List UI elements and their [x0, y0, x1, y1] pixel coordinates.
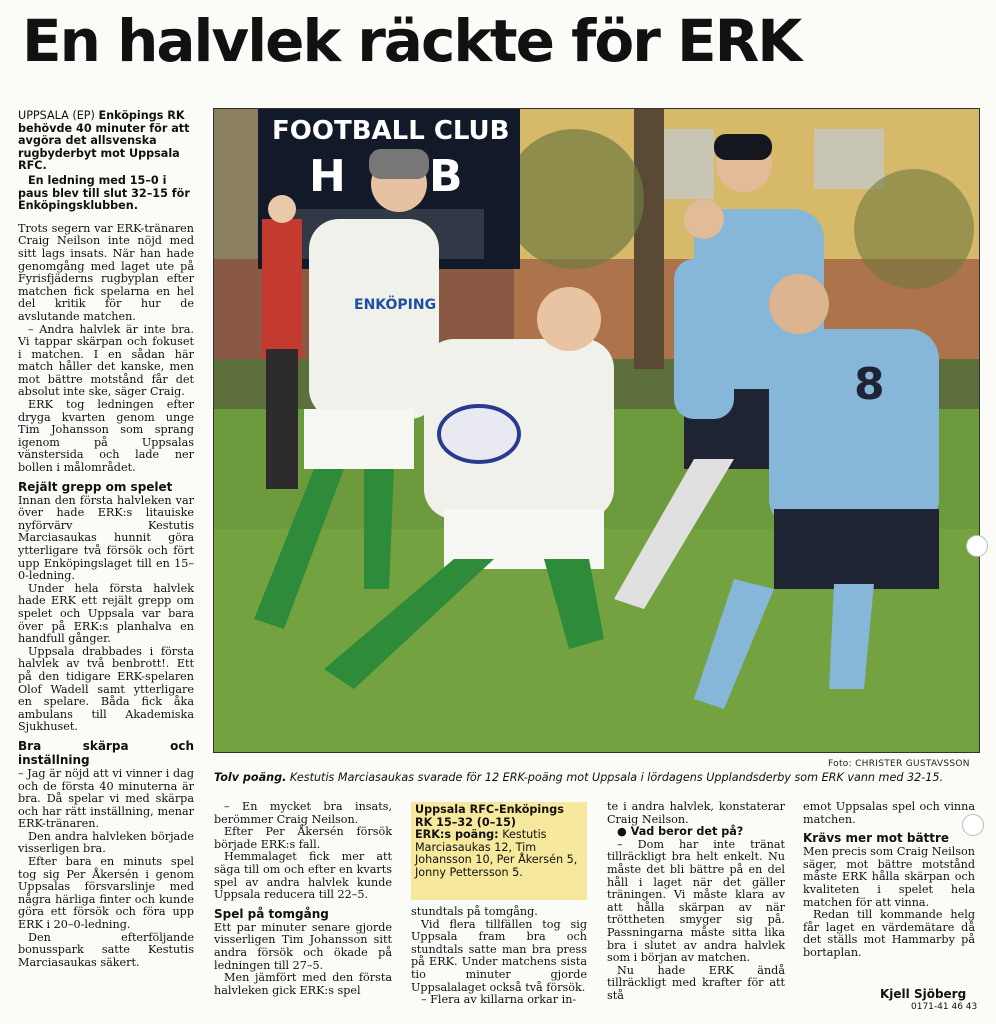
paragraph: Den andra halvleken började visserligen bra.: [18, 829, 194, 856]
tree-trunk: [634, 109, 664, 369]
paragraph: Men jämfört med den första halvleken gick ERK:s spel: [214, 971, 392, 997]
factbox-title: Uppsala RFC-Enköpings RK 15–32 (0–15): [415, 803, 564, 829]
article-column-4: [607, 801, 785, 1003]
question-heading: ● Vad beror det på?: [617, 825, 744, 839]
scoreboard-b: B: [429, 151, 463, 202]
paragraph: Vid flera tillfällen tog sig Uppsala fram bra och stundtals satte man bra press på ERK. Under matchens sista tio minuter gjorde Uppsalalaget också två försök.: [411, 917, 587, 994]
result-factbox: [411, 802, 587, 900]
factbox-body: [415, 829, 583, 879]
paragraph: Under hela första halvlek hade ERK ett rejält grepp om spelet och Uppsala var bara över på ERK:s planhalva en handfull gånger.: [18, 581, 194, 646]
binder-hole: [966, 535, 988, 557]
player-white-left: [309, 219, 439, 419]
subheading: Spel på tomgång: [214, 906, 329, 921]
rugby-photo: [213, 108, 980, 753]
caption-lead: Tolv poäng.: [214, 771, 287, 784]
paragraph: Men precis som Craig Neilson säger, mot bättre motstånd måste ERK hålla skärpan och kvaliteten i spelet hela matchen för att vinna.: [803, 845, 975, 909]
article-column-2: [214, 801, 392, 997]
paragraph: Efter bara en minuts spel tog sig Per Åkersén i genom Uppsalas försvarslinje med några härliga finter och kunde göra ett försök och föra upp ERK i 20–0-ledning.: [18, 855, 194, 932]
subheading: Krävs mer mot bättre: [803, 831, 950, 846]
photo-caption: [214, 771, 984, 784]
byline: Kjell Sjöberg: [880, 987, 967, 1001]
binder-hole: [962, 814, 984, 836]
paragraph: stundtals på tomgång.: [411, 905, 538, 918]
player-blue-far: [674, 259, 734, 419]
photo-credit: Foto: CHRISTER GUSTAVSSON: [828, 759, 970, 769]
paragraph: – Andra halvlek är inte bra. Vi tappar skärpan och fokuset i matchen. I en sådan här match håller det kanske, men mot bättre motstånd får det absolut inte ske, säger Craig.: [18, 322, 194, 399]
subheading: Bra skärpa och inställning: [18, 738, 194, 767]
paragraph: – En mycket bra insats, berömmer Craig Neilson.: [214, 800, 392, 826]
paragraph: ERK tog ledningen efter dryga kvarten genom unge Tim Johansson som sprang igenom på Uppsalas vänstersida och lade ner bollen i målområdet.: [18, 398, 194, 475]
headline: En halvlek räckte för ERK: [22, 7, 801, 75]
lead-text: Enköpings RK behövde 40 minuter för att avgöra det allsvenska rugbyderbyt mot Uppsala RFC.: [18, 109, 190, 173]
article-column-5: [803, 801, 975, 960]
factbox-label: ERK:s poäng:: [415, 828, 499, 842]
paragraph: Trots segern var ERK-tränaren Craig Neilson inte nöjd med sitt lags insats. När han hade genomgång med laget ute på Fyrisfjäderns rugbyplan efter matchen fick spelarna en hel del kritik för hur de avslutande matchen.: [18, 221, 194, 323]
factbox-text: Kestutis Marciasaukas 12, Tim Johansson 10, Per Åkersén 5, Jonny Pettersson 5.: [415, 828, 578, 879]
dateline: UPPSALA (EP): [18, 109, 95, 122]
subheading: Rejält grepp om spelet: [18, 479, 173, 494]
rugby-photo-illustration: [214, 109, 980, 753]
scoreboard-text: FOOTBALL CLUB: [272, 116, 510, 146]
paragraph: Den efterföljande bonusspark satte Kestutis Marciasaukas säkert.: [18, 930, 194, 969]
article-column-1: [18, 110, 194, 969]
spectator: [262, 219, 302, 359]
paragraph: te i andra halvlek, konstaterar Craig Neilson.: [607, 800, 785, 826]
lead: [18, 110, 194, 213]
paragraph: – Dom har inte tränat tillräckligt bra helt enkelt. Nu måste det bli bättre på en del håll i laget när det gäller träningen. Vi måste klara av att hålla skärpan av när tröttheten smyger sig på. Passningarna måste sitta lika bra i slutet av andra halvlek som i början av matchen.: [607, 837, 785, 965]
paragraph: Redan till kommande helg får laget en värdemätare då det ställs mot Hammarby på bortaplan.: [803, 908, 975, 959]
caption-text: Kestutis Marciasaukas svarade för 12 ERK-poäng mot Uppsala i lördagens Upplandsderby som ERK vann med 32-15.: [286, 771, 944, 784]
paragraph: Nu hade ERK ändå tillräckligt med krafter för att stå: [607, 963, 785, 1002]
jersey-sponsor: ENKÖPING: [354, 297, 437, 313]
paragraph: Efter Per Åkersén försök började ERK:s fall.: [214, 825, 392, 851]
article-column-3: [411, 906, 587, 1007]
scoreboard-h: H: [309, 151, 346, 202]
paragraph: Ett par minuter senare gjorde visserligen Tim Johansson sitt andra försök och ökade på ledningen till 27–5.: [214, 920, 392, 972]
paragraph: – Flera av killarna orkar in-: [421, 993, 577, 1007]
paragraph: emot Uppsalas spel och vinna matchen.: [803, 800, 975, 826]
lead-text-2: En ledning med 15–0 i paus blev till slut 32–15 för Enköpingsklubben.: [18, 173, 190, 213]
paragraph: Uppsala drabbades i första halvlek av två benbrott!. Ett på den tidigare ERK-spelaren Olof Wadell samt ytterligare en spelare. Båda fick åka ambulans till Akademiska Sjukhuset.: [18, 644, 194, 734]
byline-phone: 0171-41 46 43: [911, 1002, 978, 1012]
paragraph: – Jag är nöjd att vi vinner i dag och de första 40 minuterna är bra. Då spelar vi med skärpa och har rätt inställning, menar ERK-tränaren.: [18, 766, 194, 831]
jersey-number: 8: [854, 359, 885, 410]
paragraph: Hemmalaget fick mer att säga till om och efter en kvarts spel av andra halvlek kunde Uppsala reducera till 22–5.: [214, 850, 392, 902]
rugby-ball: [439, 406, 519, 462]
paragraph: Innan den första halvleken var över hade ERK:s litauiske nyförvärv Kestutis Marciasaukas hunnit göra ytterligare två försök och fört upp Enköpingslaget till en 15–0-ledning.: [18, 493, 194, 583]
